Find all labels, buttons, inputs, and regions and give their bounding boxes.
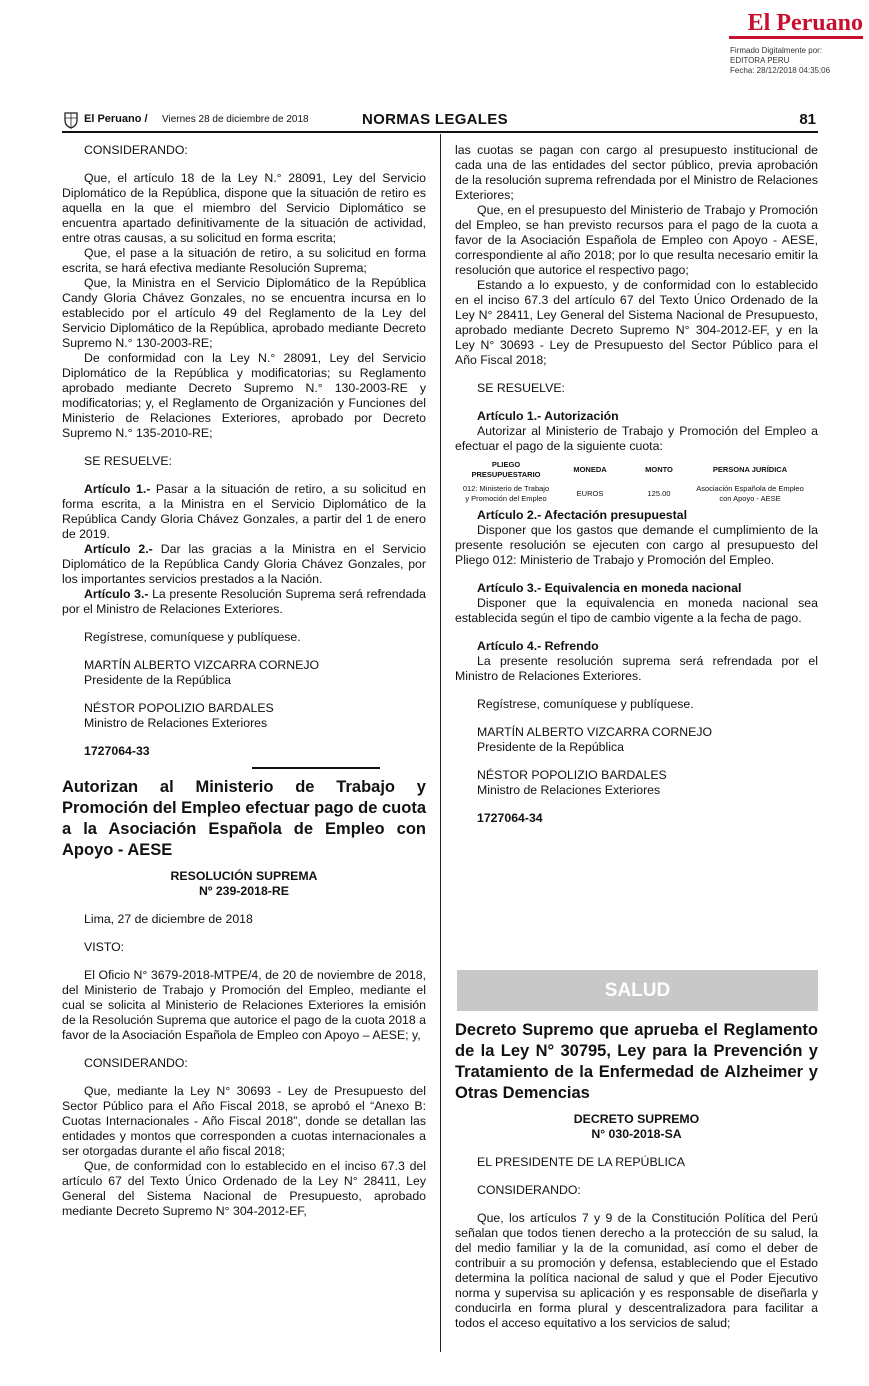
article-label: Artículo 3.- [84,587,149,601]
paragraph: Que, de conformidad con lo establecido en el inciso 67.3 del artículo 67 del Texto Único Ordenado de la Ley N° 28411, Ley General del Sistema Nacional de Presupuesto, aprobado mediante Decreto Supremo N° 304-2012-EF, [62,1158,426,1218]
paragraph: Que, mediante la Ley N° 30693 - Ley de Presupuesto del Sector Público para el Año Fiscal 2018, se aprobó el “Anexo B: Cuotas Internacionales - Año Fiscal 2018”, donde se detallan las entidades y montos que corresponden a cuotas internacionales a ser otorgadas durante el año fiscal 2018; [62,1083,426,1158]
signatory-role: Ministro de Relaciones Exteriores [84,716,268,730]
heading-se-resuelve: SE RESUELVE: [477,381,565,395]
page-number: 81 [799,111,816,128]
article-label: Artículo 2.- [84,542,153,556]
article-text: Disponer que los gastos que demande el cumplimiento de la presente resolución se ejecuten con cargo al presupuesto del Pliego 012: Ministerio de Trabajo y Promoción del Empleo. [455,523,818,567]
article-text: La presente Resolución Suprema será refrendada por el Ministro de Relaciones Exteriores. [62,587,426,616]
issuer-line: EL PRESIDENTE DE LA REPÚBLICA [477,1155,685,1169]
article-3 [62,587,426,617]
heading-considerando: CONSIDERANDO: [477,1183,581,1197]
paragraph: las cuotas se pagan con cargo al presupuesto institucional de cada una de las entidades del sector público, previa aprobación de la resolución suprema refrendada por el Ministro de Relaciones Exteriores; [455,143,818,202]
article-heading: Artículo 3.- Equivalencia en moneda nacional [477,581,742,595]
section-title: NORMAS LEGALES [362,111,508,128]
right-column-lower [455,1020,818,1331]
newspaper-name: El Peruano / [84,113,148,125]
signatory-role: Presidente de la República [84,673,231,687]
paragraph: Que, los artículos 7 y 9 de la Constitución Política del Perú señalan que todos tienen derecho a la protección de su salud, la del medio familiar y la de la comunidad, así como el deber de contribuir a su promoción y defensa, estableciendo que el Estado determina la política nacional de salud y que el Poder Ejecutivo norma y supervisa su aplicación y es responsable de diseñarla y conducirla en forma plural y descentralizadora para facilitar a todos el acceso equitativo a los servicios de salud; [455,1211,818,1330]
article-text: Autorizar al Ministerio de Trabajo y Promoción del Empleo a efectuar el pago de la siguiente cuota: [455,424,818,453]
article-text: Disponer que la equivalencia en moneda nacional sea establecida según el tipo de cambio vigente a la fecha de pago. [455,596,818,625]
paragraph: Que, la Ministra en el Servicio Diplomático de la República Candy Gloria Chávez Gonzales, no se encuentra incursa en lo establecido por el artículo 49 del Reglamento de la Ley del Servicio Diplomático de la República, aprobado mediante Decreto Supremo N.° 130-2003-RE; [62,276,426,350]
closing-formula: Regístrese, comuníquese y publíquese. [84,630,301,644]
table-row [459,482,809,506]
left-column [62,143,426,1219]
logo-underline [729,36,863,39]
resolution-number: Nº 239-2018-RE [199,883,289,898]
column-header: MONTO [645,465,673,474]
right-column [455,143,818,826]
heading-se-resuelve: SE RESUELVE: [84,454,172,468]
article-1 [62,482,426,542]
signatory-role: Presidente de la República [477,740,624,754]
paragraph: Estando a lo expuesto, y de conformidad con lo establecido en el inciso 67.3 del artículo 67 del Texto Único Ordenado de la Ley N° 28411, Ley General del Sistema Nacional de Presupuesto, aprobado mediante Decreto Supremo N° 304-2012-EF, y en la Ley N° 30693 - Ley de Presupuesto del Sector Público para el Año Fiscal 2018; [455,278,818,367]
publication-code: 1727064-34 [477,811,543,825]
signatory-name: MARTÍN ALBERTO VIZCARRA CORNEJO [477,725,713,739]
norm-title: Autorizan al Ministerio de Trabajo y Promoción del Empleo efectuar pago de cuota a la Asociación Española de Empleo con Apoyo - AESE [62,777,426,859]
column-header: PLIEGO PRESUPUESTARIO [471,460,541,479]
signatory-name: NÉSTOR POPOLIZIO BARDALES [84,701,274,715]
column-header: MONEDA [573,465,607,474]
column-header: PERSONA JURÍDICA [712,465,788,474]
paragraph: De conformidad con la Ley N.° 28091, Ley del Servicio Diplomático de la República y modificatorias; su Reglamento aprobado mediante Decreto Supremo N.° 130-2003-RE y modificatorias; y, el Reglamento de Organización y Funciones del Ministerio de Relaciones Exteriores, aprobado por Decreto Supremo N.° 135-2010-RE; [62,351,426,440]
table-header-row [459,458,809,482]
decree-type: DECRETO SUPREMO [573,1112,700,1126]
quota-table [459,458,809,506]
signatory-role: Ministro de Relaciones Exteriores [477,783,661,797]
decree-number: N° 030-2018-SA [591,1127,682,1141]
paragraph: El Oficio N° 3679-2018-MTPE/4, de 20 de noviembre de 2018, del Ministerio de Trabajo y Promoción del Empleo, mediante el cual se solicita al Ministerio de Relaciones Exteriores la emisión de la Resolución Suprema que autorice el pago de la cuota 2018 a favor de la Asociación Española de Empleo con Apoyo – AESE; y, [62,967,426,1042]
signatory-name: NÉSTOR POPOLIZIO BARDALES [477,768,667,782]
article-text: Dar las gracias a la Ministra en el Servicio Diplomático de la República Candy Gloria Chávez Gonzales, por los importantes servicios prestados a la Nación. [62,542,426,586]
norm-title: Decreto Supremo que aprueba el Reglamento de la Ley N° 30795, Ley para la Prevención y Tratamiento de la Enfermedad de Alzheimer y Otras Demencias [455,1021,818,1102]
publication-code: 1727064-33 [84,744,150,758]
section-banner-salud: SALUD [457,970,818,1011]
heading-considerando: CONSIDERANDO: [84,143,188,157]
signatory-name: MARTÍN ALBERTO VIZCARRA CORNEJO [84,658,320,672]
paragraph: Que, el pase a la situación de retiro, a su solicitud en forma escrita, se hará efectiva mediante Resolución Suprema; [62,246,426,275]
header-rule [62,131,818,133]
table-cell: 012: Ministerio de Trabajo y Promoción del Empleo [462,484,550,503]
coat-of-arms-icon [62,111,80,129]
place-date: Lima, 27 de diciembre de 2018 [84,911,253,926]
article-heading: Artículo 2.- Afectación presupuestal [477,508,688,522]
column-divider [440,134,441,1352]
digital-signature-note: Firmado Digitalmente por: EDITORA PERU Fecha: 28/12/2018 04:35:06 [730,46,831,75]
article-text: La presente resolución suprema será refrendada por el Ministro de Relaciones Exteriores. [455,654,818,683]
article-2 [62,542,426,587]
issue-date: Viernes 28 de diciembre de 2018 [162,114,309,125]
table-cell: EUROS [576,489,604,498]
article-text: Pasar a la situación de retiro, a su solicitud en forma escrita, a la Ministra en el Servicio Diplomático de la República Candy Gloria Chávez Gonzales, a partir del 1 de enero de 2019. [62,482,426,541]
el-peruano-logo: El Peruano [747,10,863,36]
paragraph: Que, en el presupuesto del Ministerio de Trabajo y Promoción del Empleo, se han previsto recursos para el pago de la cuota a favor de la Asociación Española de Empleo con Apoyo - AESE, correspondiente al año 2018; por lo que resulta necesario emitir la resolución que autorice el respectivo pago; [455,203,818,277]
article-heading: Artículo 1.- Autorización [477,409,619,423]
paragraph: Que, el artículo 18 de la Ley N.° 28091, Ley del Servicio Diplomático de la República, dispone que la situación de retiro es aquella en la que el miembro del Servicio Diplomático se encuentra apartado definitivamente de la situación de actividad, entre otras causas, a su solicitud en forma escrita; [62,171,426,245]
article-label: Artículo 1.- [84,482,151,496]
table-cell: 125.00 [647,489,671,498]
heading-considerando: CONSIDERANDO: [84,1055,188,1070]
heading-visto: VISTO: [84,939,125,954]
page-header [62,109,818,131]
resolution-type: RESOLUCIÓN SUPREMA [170,868,318,883]
article-heading: Artículo 4.- Refrendo [477,639,599,653]
closing-formula: Regístrese, comuníquese y publíquese. [477,697,694,711]
table-cell: Asociación Española de Empleo con Apoyo - AESE [696,484,804,503]
